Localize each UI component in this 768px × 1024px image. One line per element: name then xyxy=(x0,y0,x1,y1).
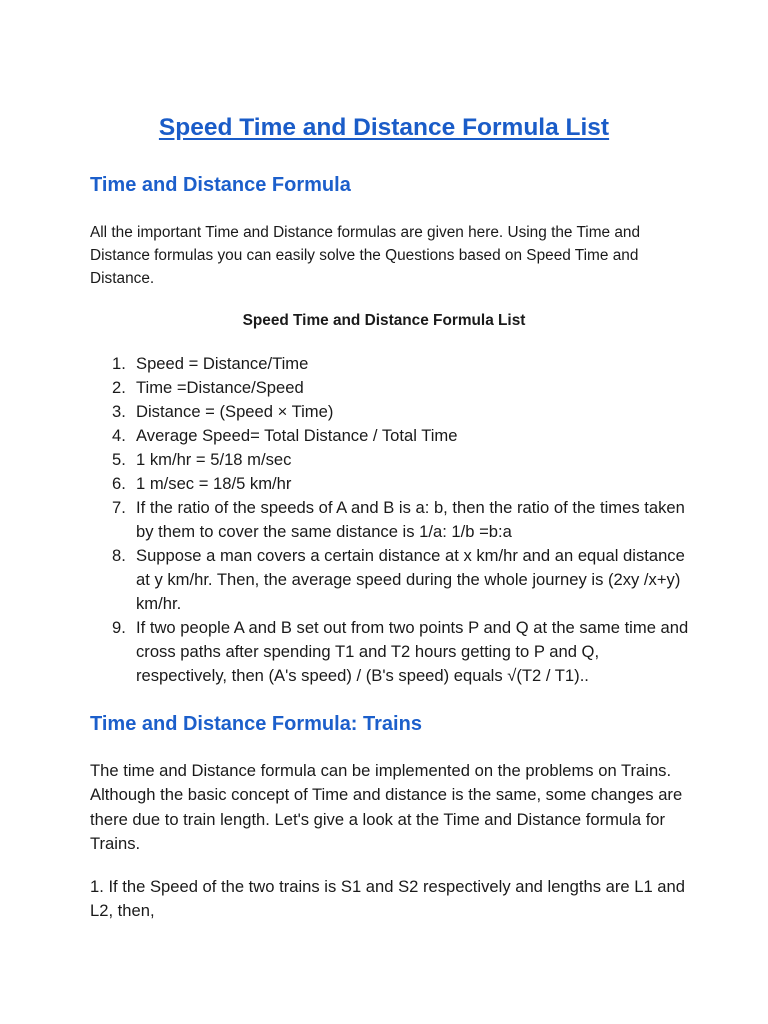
list-item xyxy=(112,472,692,496)
list-item xyxy=(112,352,692,376)
list-item-text: Suppose a man covers a certain distance at x km/hr and an equal distance at y km/hr. Then, the average speed during the whole journey is (2xy /x+y) km/hr. xyxy=(136,546,685,613)
document-title: Speed Time and Distance Formula List xyxy=(158,114,610,141)
list-item xyxy=(112,448,692,472)
trains-paragraph: The time and Distance formula can be implemented on the problems on Trains. Although the basic concept of Time and distance is the same, some changes are there due to train length. Let's give a look at the Time and Distance formula for Trains. xyxy=(90,761,683,853)
list-item-text: Distance = (Speed × Time) xyxy=(136,402,334,421)
trains-point-1: 1. If the Speed of the two trains is S1 and S2 respectively and lengths are L1 and L2, then, xyxy=(90,877,685,920)
list-item-number: 9. xyxy=(112,618,126,637)
list-item-number: 2. xyxy=(112,378,126,397)
section-heading-time-distance: Time and Distance Formula xyxy=(90,174,351,196)
list-item xyxy=(112,616,692,688)
list-item-text: If the ratio of the speeds of A and B is a: b, then the ratio of the times taken by them to cover the same distance is 1/a: 1/b =b:a xyxy=(136,498,685,541)
list-item xyxy=(112,496,692,544)
list-item xyxy=(112,400,692,424)
list-item-number: 5. xyxy=(112,450,126,469)
list-item xyxy=(112,544,692,616)
intro-paragraph: All the important Time and Distance formulas are given here. Using the Time and Distance formulas you can easily solve the Questions based on Speed Time and Distance. xyxy=(90,224,641,287)
formula-list xyxy=(112,352,692,688)
list-item-text: 1 km/hr = 5/18 m/sec xyxy=(136,450,292,469)
list-item-text: 1 m/sec = 18/5 km/hr xyxy=(136,474,292,493)
section-heading-trains: Time and Distance Formula: Trains xyxy=(90,713,422,735)
list-item-number: 7. xyxy=(112,498,126,517)
list-item-text: Average Speed= Total Distance / Total Time xyxy=(136,426,458,445)
list-item-number: 8. xyxy=(112,546,126,565)
list-item-text: Time =Distance/Speed xyxy=(136,378,304,397)
list-item-number: 1. xyxy=(112,354,126,373)
list-item xyxy=(112,424,692,448)
list-item-number: 4. xyxy=(112,426,126,445)
list-item-text: If two people A and B set out from two points P and Q at the same time and cross paths after spending T1 and T2 hours getting to P and Q, respectively, then (A's speed) / (B's speed) equals √(T2 / T1).. xyxy=(136,618,689,685)
list-item xyxy=(112,376,692,400)
formula-list-caption: Speed Time and Distance Formula List xyxy=(242,312,526,329)
list-item-text: Speed = Distance/Time xyxy=(136,354,309,373)
list-item-number: 3. xyxy=(112,402,126,421)
list-item-number: 6. xyxy=(112,474,126,493)
